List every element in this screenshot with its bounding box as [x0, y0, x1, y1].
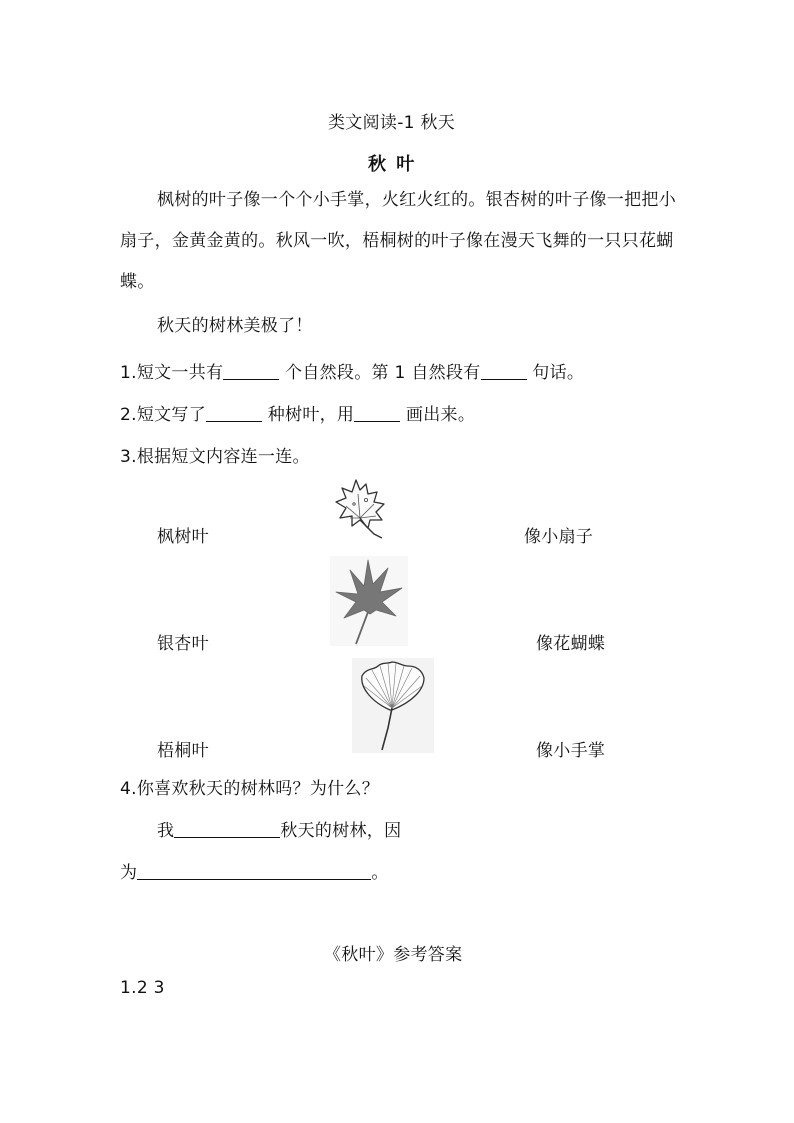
blank-paragraph-count[interactable] [223, 361, 279, 380]
maple-leaf-icon [330, 556, 408, 646]
match-right-2[interactable]: 像花蝴蝶 [536, 634, 606, 654]
question-2: 2.短文写了 种树叶，用 画出来。 [120, 405, 476, 425]
plane-leaf-icon [330, 474, 392, 542]
ginkgo-leaf-icon [352, 658, 434, 753]
series-title: 类文阅读-1 秋天 [328, 113, 456, 133]
match-right-3[interactable]: 像小手掌 [536, 741, 606, 761]
paragraph-2: 秋天的树林美极了！ [157, 316, 313, 336]
match-right-1[interactable]: 像小扇子 [524, 527, 594, 547]
answers-title: 《秋叶》参考答案 [324, 945, 463, 965]
match-left-1[interactable]: 枫树叶 [157, 527, 209, 547]
question-1: 1.短文一共有 个自然段。第 1 自然段有 句话。 [120, 363, 585, 383]
match-left-2[interactable]: 银杏叶 [157, 634, 209, 654]
blank-sentence-count[interactable] [481, 361, 527, 380]
question-4-line-2: 为 。 [120, 863, 389, 883]
match-left-3[interactable]: 梧桐叶 [157, 741, 209, 761]
blank-mark[interactable] [354, 403, 400, 422]
article-title: 秋 叶 [368, 154, 417, 175]
blank-reason-answer[interactable] [137, 861, 371, 880]
question-3: 3.根据短文内容连一连。 [120, 447, 310, 467]
question-4: 4.你喜欢秋天的树林吗？为什么？ [120, 779, 380, 799]
answer-1: 1.2 3 [120, 978, 165, 998]
blank-leaf-count[interactable] [206, 403, 262, 422]
paragraph-1: 枫树的叶子像一个个小手掌，火红火红的。银杏树的叶子像一把把小扇子，金黄金黄的。秋风一吹，梧桐树的叶子像在漫天飞舞的一只只花蝴蝶。 [120, 190, 676, 292]
blank-like-answer[interactable] [174, 819, 280, 838]
question-4-line-1: 我 秋天的树林，因 [157, 821, 402, 841]
